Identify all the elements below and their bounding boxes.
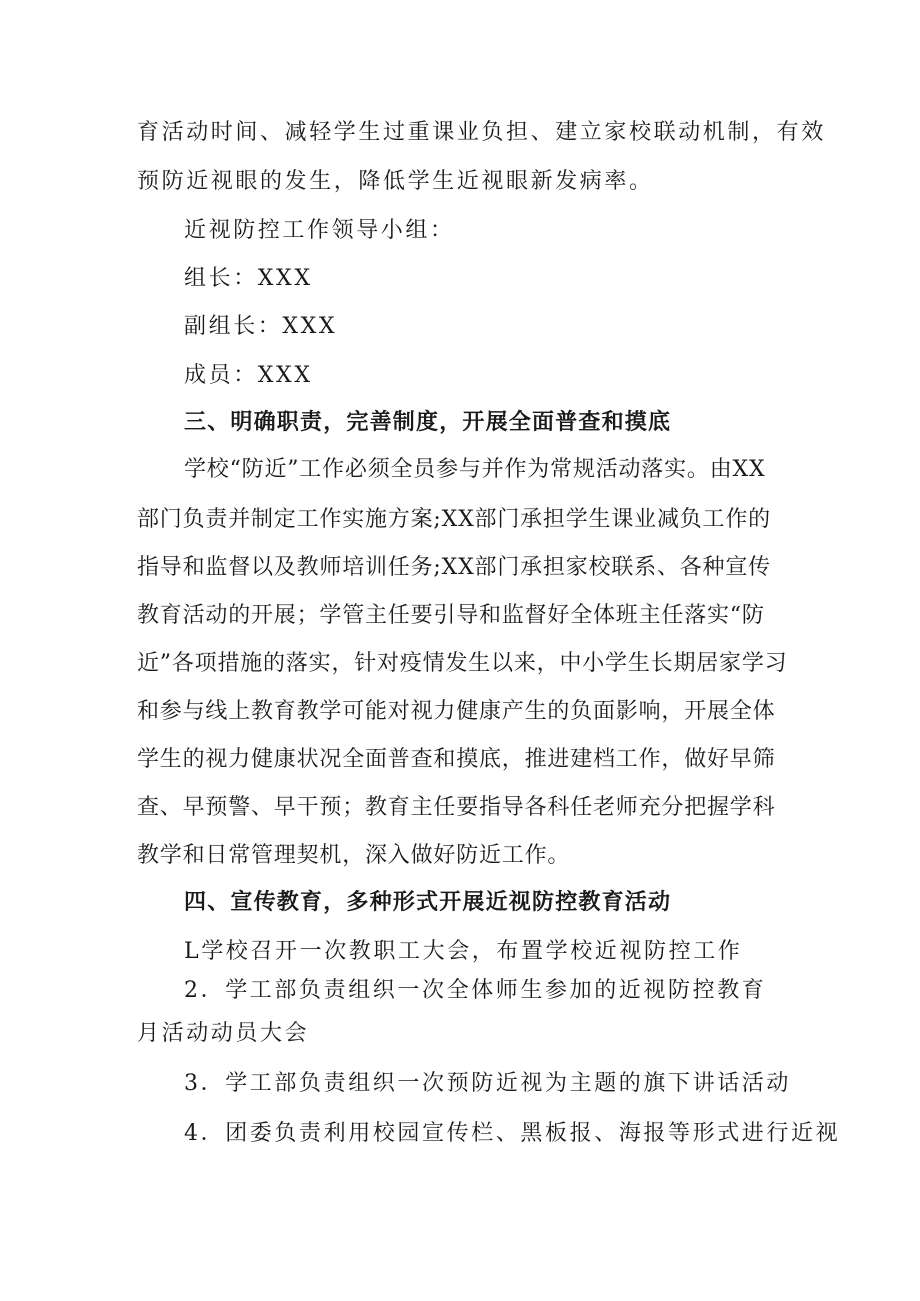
list-item-continuation: 月活动动员大会 (137, 1021, 310, 1046)
body-line: 教学和日常管理契机，深入做好防近工作。 (137, 843, 571, 868)
members-line: 成员：XXX (184, 363, 313, 388)
list-item: 2．学工部负责组织一次全体师生参加的近视防控教育 (184, 978, 767, 1003)
leadership-group-title: 近视防控工作领导小组： (184, 218, 455, 243)
deputy-leader-line: 副组长：XXX (184, 314, 338, 339)
body-line: 指导和监督以及教师培训任务;XX部门承担家校联系、各种宣传 (137, 555, 771, 580)
body-line: 教育活动的开展；学管主任要引导和监督好全体班主任落实“防 (137, 603, 765, 628)
body-line: 学校“防近”工作必须全员参与并作为常规活动落实。由XX (184, 457, 766, 482)
section-3-heading: 三、明确职责，完善制度，开展全面普查和摸底 (184, 410, 672, 435)
leader-line: 组长：XXX (184, 266, 313, 291)
body-line: 和参与线上教育教学可能对视力健康产生的负面影响，开展全体 (137, 699, 776, 724)
list-item: 4．团委负责利用校园宣传栏、黑板报、海报等形式进行近视 (184, 1121, 841, 1146)
body-line: 育活动时间、减轻学生过重课业负担、建立家校联动机制，有效 (137, 120, 826, 145)
body-line: 查、早预警、早干预；教育主任要指导各科任老师充分把握学科 (137, 795, 776, 820)
body-line: 部门负责并制定工作实施方案;XX部门承担学生课业减负工作的 (137, 507, 771, 532)
list-item: L学校召开一次教职工大会，布置学校近视防控工作 (184, 939, 743, 964)
list-item: 3．学工部负责组织一次预防近视为主题的旗下讲话活动 (184, 1071, 791, 1096)
body-line: 学生的视力健康状况全面普查和摸底，推进建档工作，做好早筛 (137, 747, 776, 772)
body-line: 预防近视眼的发生，降低学生近视眼新发病率。 (137, 169, 654, 194)
section-4-heading: 四、宣传教育，多种形式开展近视防控教育活动 (184, 890, 672, 915)
body-line: 近”各项措施的落实，针对疫情发生以来，中小学生长期居家学习 (137, 651, 788, 676)
